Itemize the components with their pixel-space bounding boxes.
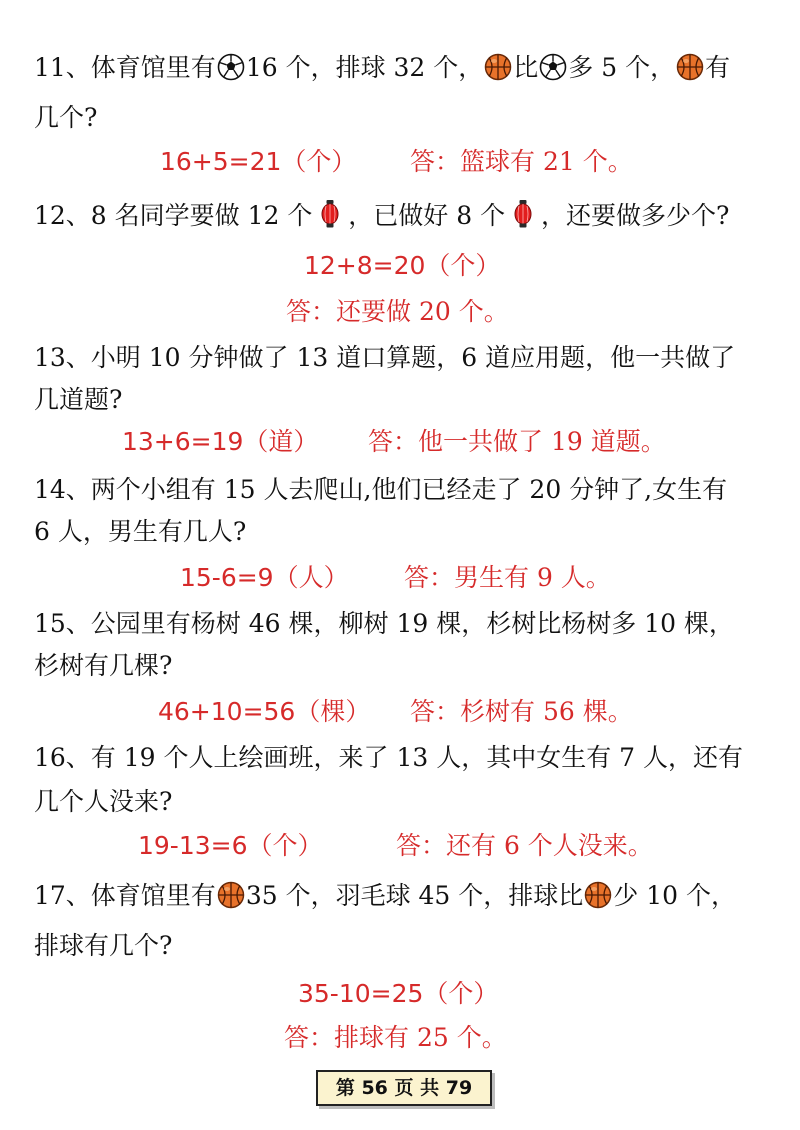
basketball-icon <box>584 881 612 921</box>
problem-15-equation: 46+10=56（棵） <box>158 697 371 726</box>
problem-13-answer: 答：他一共做了 19 道题。 <box>368 427 666 456</box>
problem-11-answer: 答：篮球有 21 个。 <box>410 147 633 176</box>
problem-15-line-2 <box>34 646 172 686</box>
question-text: 少 10 个， <box>613 881 736 910</box>
soccer-ball-icon <box>217 53 245 93</box>
question-text: 几个? <box>34 103 98 132</box>
question-text: 比 <box>513 53 539 82</box>
question-text: 12、8 名同学要做 12 个 <box>34 201 321 230</box>
problem-13-equation: 13+6=19（道） <box>122 427 319 456</box>
problem-14-answer: 答：男生有 9 人。 <box>404 563 611 592</box>
lantern-icon <box>514 199 532 241</box>
basketball-icon <box>676 53 704 93</box>
problem-16-line-2 <box>34 782 172 822</box>
problem-11-line-2 <box>34 98 97 138</box>
question-text: 多 5 个， <box>568 53 676 82</box>
problem-13-line-1 <box>34 338 735 378</box>
problem-11-equation: 16+5=21（个） <box>160 147 357 176</box>
page-number: 第 56 页 共 79 <box>316 1070 492 1106</box>
problem-12-answer: 答：还要做 20 个。 <box>286 297 509 326</box>
problem-14-line-1 <box>34 470 727 510</box>
problem-17-line-1 <box>34 876 736 921</box>
problem-16-answer: 答：还有 6 个人没来。 <box>396 831 653 860</box>
question-text: 有 <box>705 53 731 82</box>
question-text: ，还要做多少个? <box>533 201 730 230</box>
question-text: ，已做好 8 个 <box>340 201 514 230</box>
problem-12-line-1 <box>34 196 729 241</box>
basketball-icon <box>217 881 245 921</box>
problem-16-line-1 <box>34 738 743 778</box>
question-text: 17、体育馆里有 <box>34 881 216 910</box>
problem-15-answer: 答：杉树有 56 棵。 <box>410 697 633 726</box>
problem-13-line-2 <box>34 380 122 420</box>
problem-12-equation: 12+8=20（个） <box>304 251 501 280</box>
problem-17-line-2 <box>34 926 172 966</box>
problem-17-answer: 答：排球有 25 个。 <box>284 1023 507 1052</box>
question-text: 13、小明 10 分钟做了 13 道口算题，6 道应用题，他一共做了 <box>34 343 736 372</box>
question-text: 几道题? <box>34 385 123 414</box>
question-text: 16、有 19 个人上绘画班，来了 13 人，其中女生有 7 人，还有 <box>34 743 744 772</box>
soccer-ball-icon <box>539 53 567 93</box>
question-text: 11、体育馆里有 <box>34 53 216 82</box>
question-text: 14、两个小组有 15 人去爬山,他们已经走了 20 分钟了,女生有 <box>34 475 728 504</box>
question-text: 杉树有几棵? <box>34 651 173 680</box>
basketball-icon <box>484 53 512 93</box>
question-text: 35 个，羽毛球 45 个，排球比 <box>245 881 584 910</box>
question-text: 排球有几个? <box>34 931 173 960</box>
problem-11-line-1 <box>34 48 730 93</box>
question-text: 几个人没来? <box>34 787 173 816</box>
lantern-icon <box>321 199 339 241</box>
question-text: 16 个，排球 32 个， <box>245 53 484 82</box>
problem-14-equation: 15-6=9（人） <box>180 563 349 592</box>
problem-14-line-2 <box>34 512 246 552</box>
question-text: 15、公园里有杨树 46 棵，柳树 19 棵，杉树比杨树多 10 棵， <box>34 609 734 638</box>
question-text: 6 人，男生有几人? <box>34 517 247 546</box>
problem-16-equation: 19-13=6（个） <box>138 831 323 860</box>
problem-15-line-1 <box>34 604 734 644</box>
problem-17-equation: 35-10=25（个） <box>298 979 499 1008</box>
